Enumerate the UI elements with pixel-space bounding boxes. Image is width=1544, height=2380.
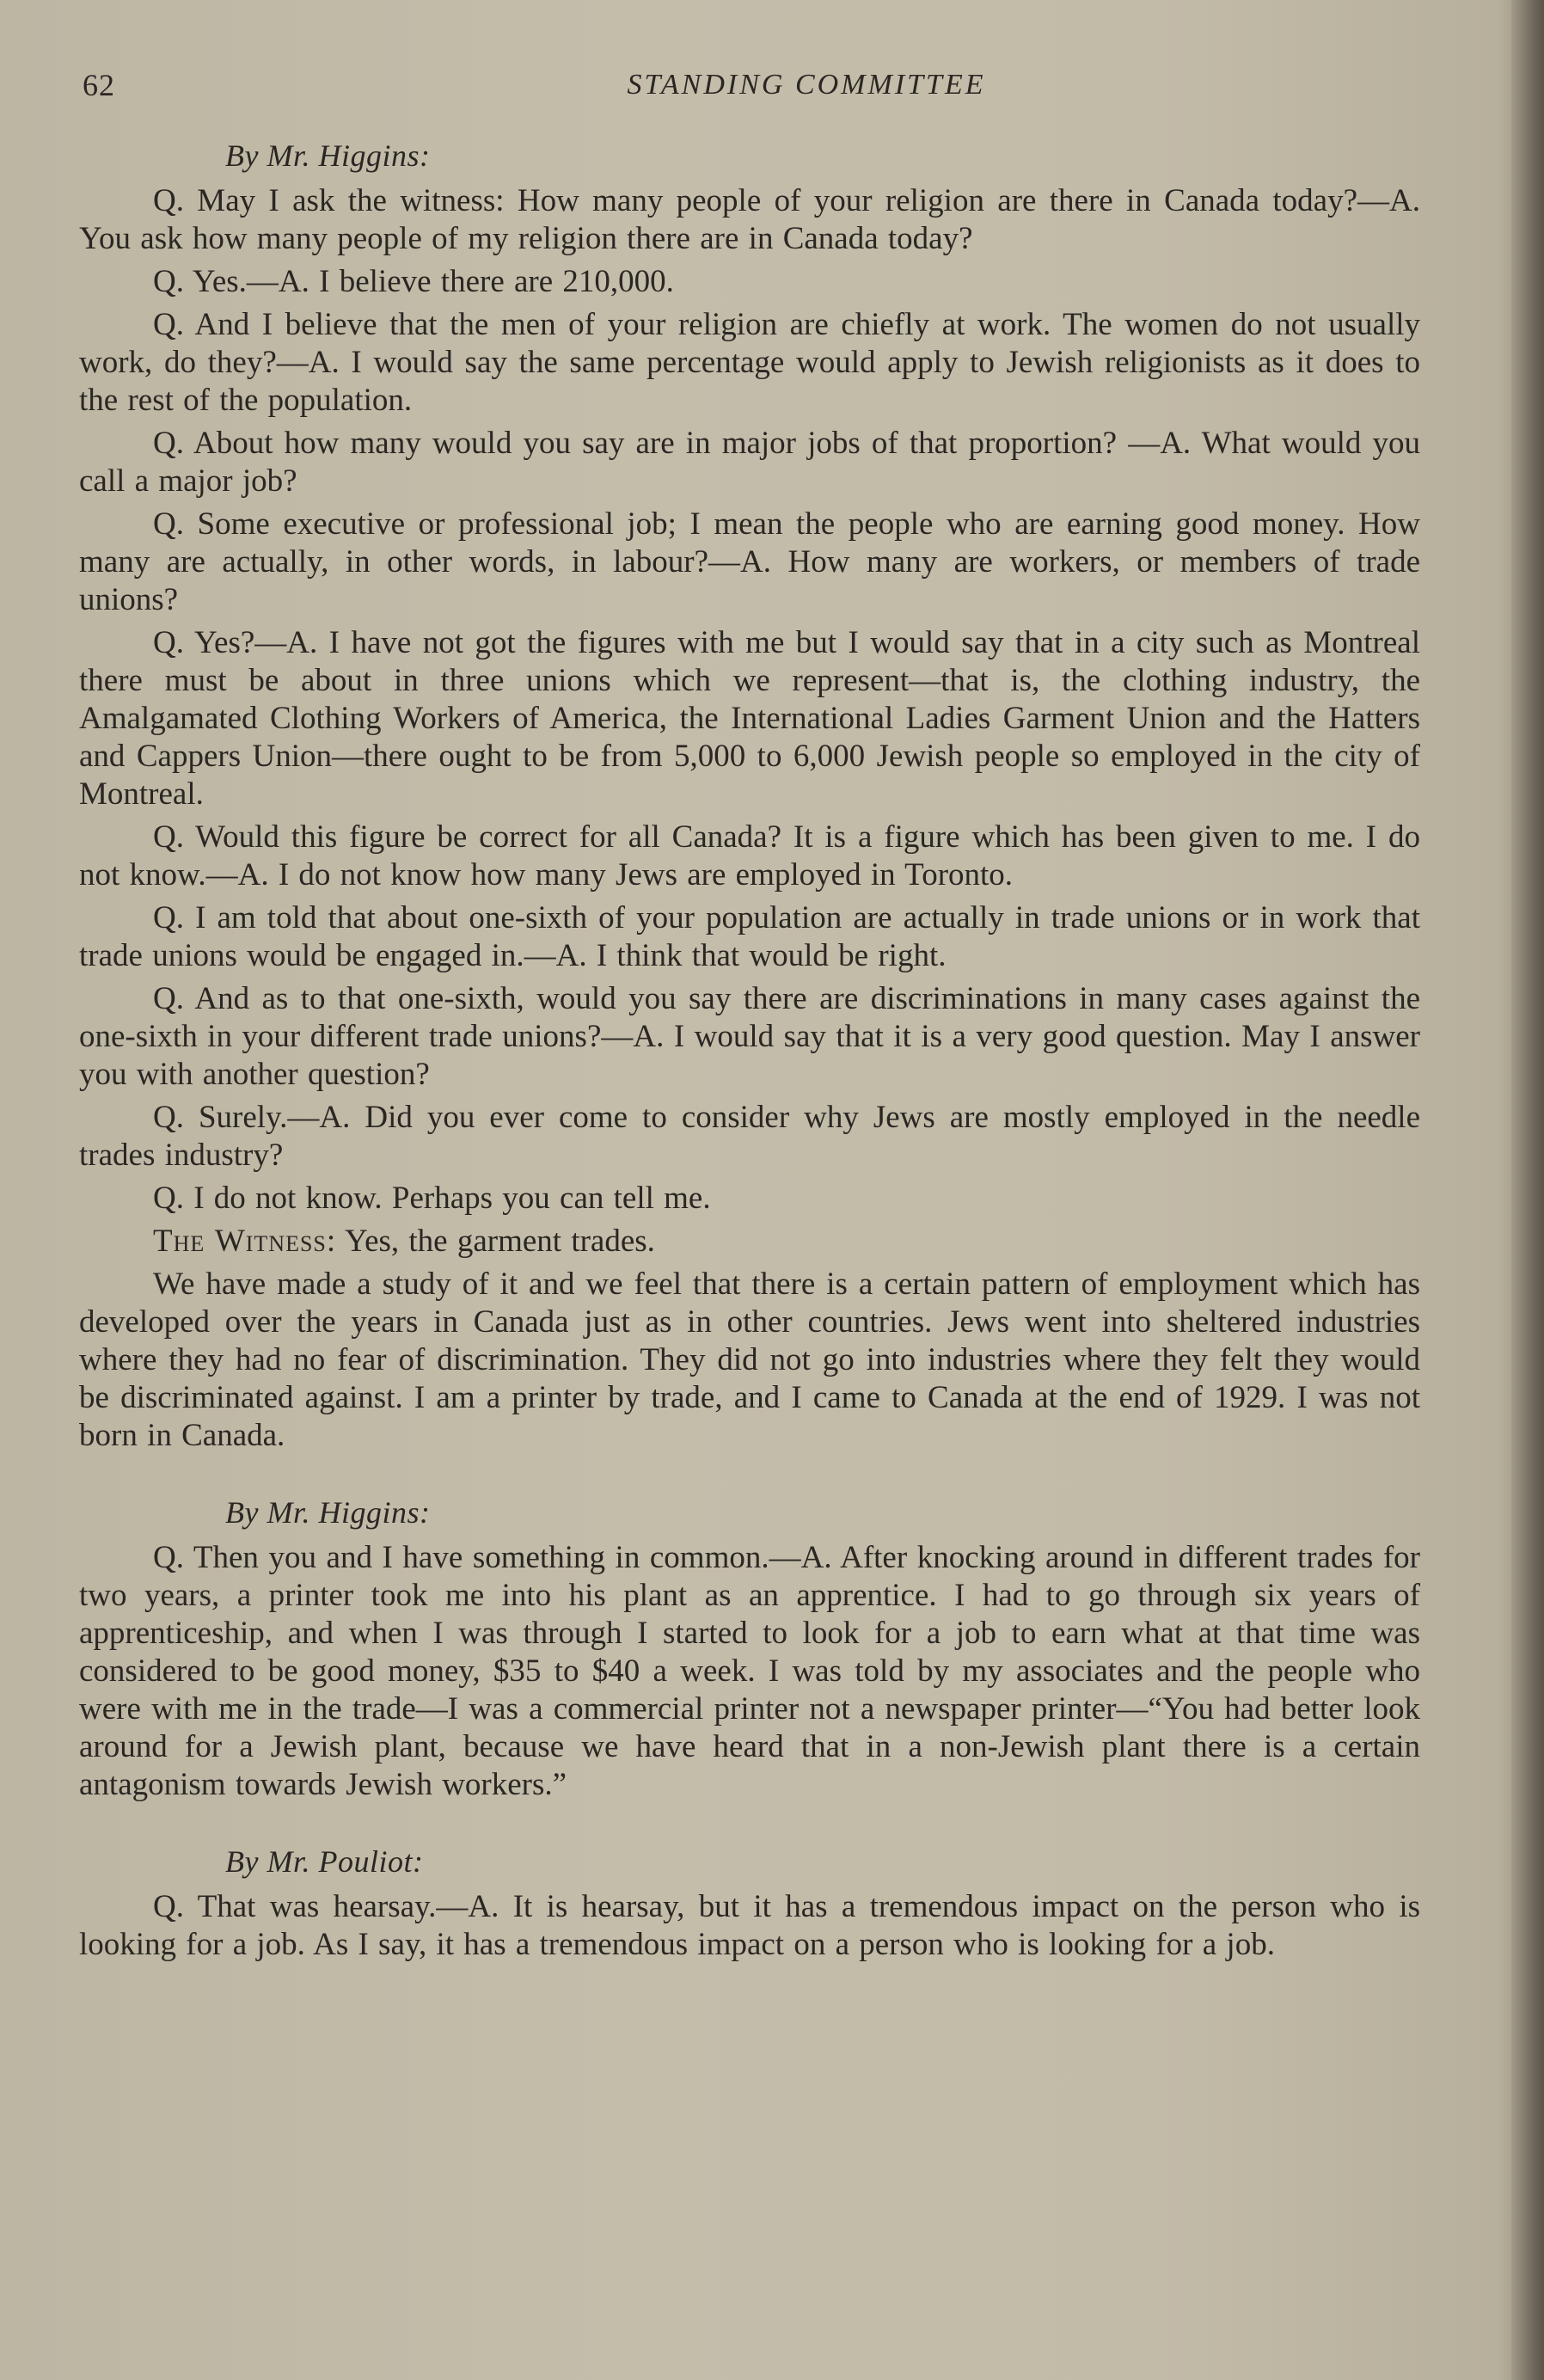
speaker-heading: By Mr. Pouliot: (225, 1844, 424, 1879)
transcript-paragraph: Q. Then you and I have something in common.—A. After knocking around in different trades for two years, a printer took me into his plant as an apprentice. I had to go through six years of apprenticeship, and when I was through I started to look for a job to earn what at that time was considered to be good money, $35 to $40 a week. I was told by my associates and the people who were with me in the trade—I was a commercial printer not a newspaper printer—“You had better look around for a Jewish plant, because we have heard that in a non-Jewish plant there is a certain antagonism towards Jewish workers.” (79, 1540, 1420, 1802)
transcript-paragraph: Q. Would this figure be correct for all Canada? It is a figure which has been given to me. I do not know.—A. I do not know how many Jews are employed in Toronto. (79, 819, 1420, 892)
transcript-paragraph: Q. Some executive or professional job; I mean the people who are earning good money. How many are actually, in other words, in labour?—A. How many are workers, or members of trade unions? (79, 506, 1420, 617)
transcript-paragraph: Q. Yes?—A. I have not got the figures with me but I would say that in a city such as Montreal there must be about in three unions which we represent—that is, the clothing industry, the Amalgamated Clothing Workers of America, the International Ladies Garment Union and the Hatters and Cappers Union—there ought to be from 5,000 to 6,000 Jewish people so employed in the city of Montreal. (79, 625, 1420, 812)
page-number: 62 (83, 68, 115, 102)
speaker-heading: By Mr. Higgins: (225, 1495, 431, 1530)
transcript-paragraph: Q. May I ask the witness: How many people of your religion are there in Canada today?—A. You ask how many people of my religion there are in Canada today? (79, 183, 1420, 256)
transcript-paragraph: We have made a study of it and we feel that there is a certain pattern of employment which has developed over the years in Canada just as in other countries. Jews went into sheltered industries where they had no fear of discrimination. They did not go into industries where they felt they would be discriminated against. I am a printer by trade, and I came to Canada at the end of 1929. I was not born in Canada. (79, 1267, 1420, 1453)
transcript-paragraph: Q. And as to that one-sixth, would you say there are discriminations in many cases against the one-sixth in your different trade unions?—A. I would say that it is a very good question. May I answer you with another question? (79, 981, 1420, 1092)
page-spine-edge (1511, 0, 1544, 2380)
speaker-heading: By Mr. Higgins: (225, 138, 431, 173)
page-header (0, 60, 1544, 112)
witness-label: The Witness: (153, 1224, 337, 1259)
transcript-body (79, 138, 1420, 1969)
transcript-paragraph: Q. And I believe that the men of your religion are chiefly at work. The women do not usually work, do they?—A. I would say the same percentage would apply to Jewish religionists as it does to the rest of the population. (79, 307, 1420, 418)
transcript-paragraph: Q. Yes.—A. I believe there are 210,000. (153, 264, 674, 299)
transcript-paragraph: Q. I do not know. Perhaps you can tell me. (153, 1181, 711, 1216)
witness-text: Yes, the garment trades. (336, 1224, 655, 1259)
transcript-paragraph: Q. About how many would you say are in major jobs of that proportion? —A. What would you call a major job? (79, 426, 1420, 499)
transcript-paragraph: Q. I am told that about one-sixth of your population are actually in trade unions or in work that trade unions would be engaged in.—A. I think that would be right. (79, 900, 1420, 973)
transcript-paragraph: Q. That was hearsay.—A. It is hearsay, but it has a tremendous impact on the person who is looking for a job. As I say, it has a tremendous impact on a person who is looking for a job. (79, 1889, 1420, 1962)
running-head: STANDING COMMITTEE (627, 69, 986, 101)
witness-statement (79, 1223, 1420, 1261)
transcript-paragraph: Q. Surely.—A. Did you ever come to consider why Jews are mostly employed in the needle trades industry? (79, 1100, 1420, 1173)
